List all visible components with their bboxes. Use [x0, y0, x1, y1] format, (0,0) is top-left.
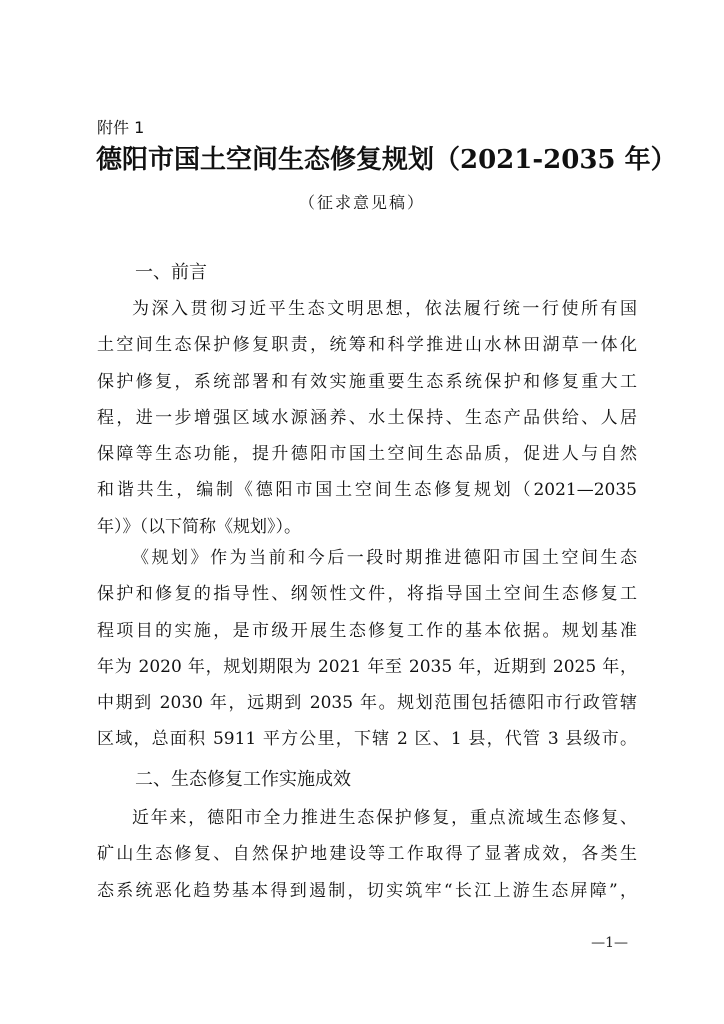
preface-paragraph-1 — [97, 291, 637, 545]
text-line: 为深入贯彻习近平生态文明思想，依法履行统一行使所有国 — [132, 299, 637, 319]
text-line: 程，进一步增强区域水源涵养、水土保持、生态产品供给、人居 — [97, 407, 637, 428]
text-line: 《规划》作为当前和今后一段时期推进德阳市国土空间生态 — [132, 548, 637, 568]
text-line: 年）》（以下简称《规划》）。 — [97, 516, 301, 537]
text-line: 土空间生态保护修复职责，统筹和科学推进山水林田湖草一体化 — [97, 335, 637, 356]
text-line: 态系统恶化趋势基本得到遏制，切实筑牢“长江上游生态屏障”， — [97, 880, 637, 901]
achievements-paragraph-1 — [97, 800, 637, 909]
text-line: 保护和修复的指导性、纲领性文件，将指导国土空间生态修复工 — [97, 584, 637, 605]
attachment-label: 附件 1 — [97, 118, 145, 137]
preface-paragraph-2 — [97, 540, 637, 758]
text-line: 程项目的实施，是市级开展生态修复工作的基本依据。规划基准 — [97, 620, 637, 641]
page-number: —1— — [591, 935, 628, 951]
section-heading-achievements: 二、生态修复工作实施成效 — [135, 769, 351, 790]
text-line: 区域，总面积 5911 平方公里，下辖 2 区、1 县，代管 3 县级市。 — [97, 729, 637, 750]
text-line: 和谐共生，编制《德阳市国土空间生态修复规划（2021—2035 — [97, 480, 637, 501]
document-subtitle: （征求意见稿） — [298, 193, 425, 212]
text-line: 保护修复，系统部署和有效实施重要生态系统保护和修复重大工 — [97, 371, 637, 392]
section-heading-preface: 一、前言 — [135, 262, 207, 283]
text-line: 年为 2020 年，规划期限为 2021 年至 2035 年，近期到 2025 年， — [97, 656, 637, 677]
text-line: 保障等生态功能，提升德阳市国土空间生态品质，促进人与自然 — [97, 444, 637, 465]
text-line: 中期到 2030 年，远期到 2035 年。规划范围包括德阳市行政管辖 — [97, 693, 637, 714]
document-title: 德阳市国土空间生态修复规划（2021-2035 年） — [96, 145, 677, 175]
text-line: 近年来，德阳市全力推进生态保护修复，重点流域生态修复、 — [132, 808, 637, 828]
text-line: 矿山生态修复、自然保护地建设等工作取得了显著成效，各类生 — [97, 844, 637, 865]
